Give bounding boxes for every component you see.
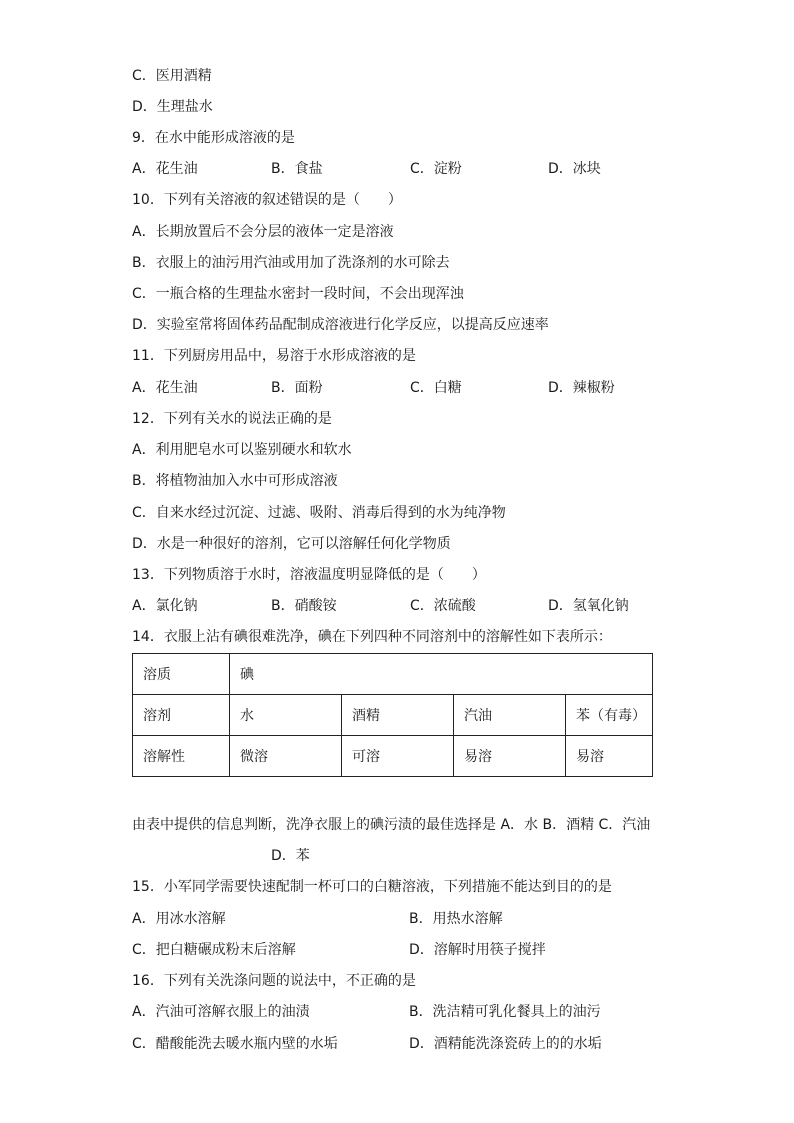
table-row (133, 654, 653, 695)
question-11-option-c: C．白糖 (410, 380, 462, 396)
table-cell-solvent: 水 (230, 695, 342, 736)
table-cell-solvent: 酒精 (342, 695, 454, 736)
question-10-stem: 10．下列有关溶液的叙述错误的是（ ） (132, 192, 402, 208)
question-11-option-b: B．面粉 (271, 380, 323, 396)
question-12-option-b: B．将植物油加入水中可形成溶液 (132, 473, 338, 489)
table-cell-solvent: 苯（有毒） (566, 695, 653, 736)
question-14-followup: 由表中提供的信息判断，洗净衣服上的碘污渍的最佳选择是 A．水 B．酒精 C．汽油 (132, 817, 651, 833)
prev-option-c: C．医用酒精 (132, 68, 212, 84)
question-16-option-d: D．酒精能洗涤瓷砖上的的水垢 (409, 1036, 602, 1052)
question-10-option-b: B．衣服上的油污用汽油或用加了洗涤剂的水可除去 (132, 255, 450, 271)
question-10-option-a: A．长期放置后不会分层的液体一定是溶液 (132, 224, 394, 240)
question-9-option-d: D．冰块 (548, 161, 601, 177)
question-12-option-a: A．利用肥皂水可以鉴别硬水和软水 (132, 442, 352, 458)
question-11-option-d: D．辣椒粉 (548, 380, 615, 396)
question-9-option-c: C．淀粉 (410, 161, 462, 177)
question-12-option-d: D．水是一种很好的溶剂，它可以溶解任何化学物质 (132, 536, 451, 552)
table-cell-solubility: 易溶 (566, 736, 653, 777)
question-16-option-b: B．洗洁精可乳化餐具上的油污 (409, 1004, 601, 1020)
prev-option-d: D．生理盐水 (132, 99, 213, 115)
question-13-option-d: D．氢氧化钠 (548, 598, 629, 614)
question-11-stem: 11．下列厨房用品中，易溶于水形成溶液的是 (132, 348, 416, 364)
table-cell-solubility-label: 溶解性 (133, 736, 230, 777)
question-9-option-a: A．花生油 (132, 161, 198, 177)
question-12-option-c: C．自来水经过沉淀、过滤、吸附、消毒后得到的水为纯净物 (132, 505, 506, 521)
question-16-option-c: C．醋酸能洗去暖水瓶内壁的水垢 (132, 1036, 338, 1052)
question-9-option-b: B．食盐 (271, 161, 323, 177)
question-15-option-b: B．用热水溶解 (409, 911, 503, 927)
question-13-option-c: C．浓硫酸 (410, 598, 476, 614)
question-14-stem: 14．衣服上沾有碘很难洗净，碘在下列四种不同溶剂中的溶解性如下表所示： (132, 629, 612, 645)
question-15-option-c: C．把白糖碾成粉末后溶解 (132, 942, 296, 958)
table-cell-solvent: 汽油 (454, 695, 566, 736)
question-15-option-d: D．溶解时用筷子搅拌 (409, 942, 546, 958)
question-16-option-a: A．汽油可溶解衣服上的油渍 (132, 1004, 310, 1020)
table-cell-solvent-label: 溶剂 (133, 695, 230, 736)
solubility-table (132, 653, 653, 777)
question-14-option-d: D．苯 (271, 848, 310, 864)
question-13-option-b: B．硝酸铵 (271, 598, 337, 614)
question-10-option-d: D．实验室常将固体药品配制成溶液进行化学反应，以提高反应速率 (132, 317, 549, 333)
table-cell-solubility: 易溶 (454, 736, 566, 777)
question-11-option-a: A．花生油 (132, 380, 198, 396)
table-cell-solubility: 可溶 (342, 736, 454, 777)
question-15-option-a: A．用冰水溶解 (132, 911, 226, 927)
question-10-option-c: C．一瓶合格的生理盐水密封一段时间，不会出现浑浊 (132, 286, 464, 302)
question-13-stem: 13．下列物质溶于水时，溶液温度明显降低的是（ ） (132, 567, 486, 583)
question-15-stem: 15．小军同学需要快速配制一杯可口的白糖溶液，下列措施不能达到目的的是 (132, 879, 612, 895)
question-13-option-a: A．氯化钠 (132, 598, 198, 614)
table-cell-solute-label: 溶质 (133, 654, 230, 695)
question-16-stem: 16．下列有关洗涤问题的说法中，不正确的是 (132, 973, 416, 989)
question-12-stem: 12．下列有关水的说法正确的是 (132, 411, 332, 427)
table-row (133, 736, 653, 777)
question-9-stem: 9．在水中能形成溶液的是 (132, 130, 295, 146)
table-cell-solute-value: 碘 (230, 654, 653, 695)
table-cell-solubility: 微溶 (230, 736, 342, 777)
table-row (133, 695, 653, 736)
